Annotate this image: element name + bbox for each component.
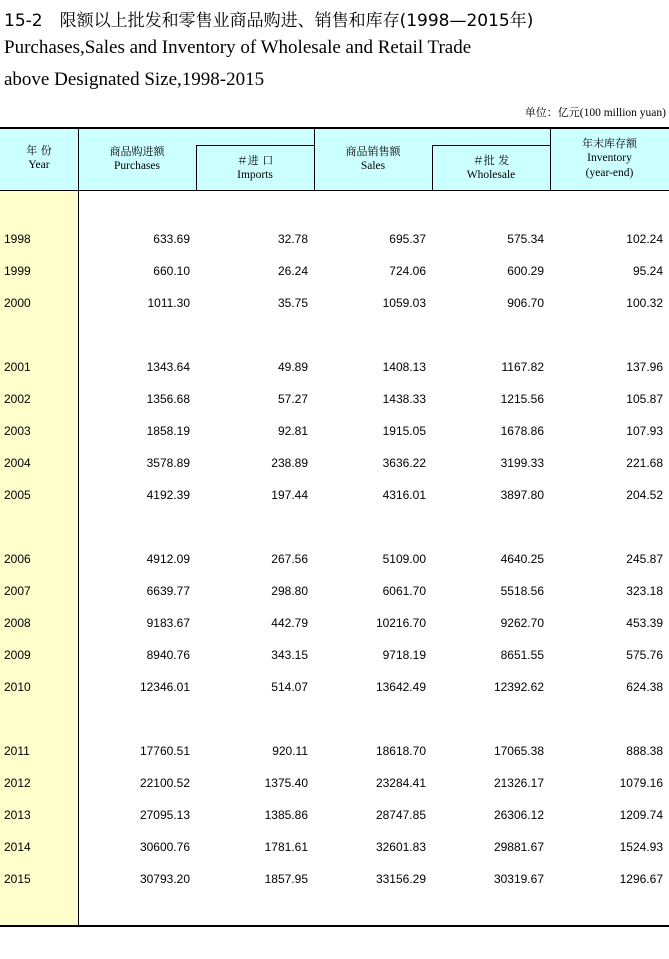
cell-wholesale: 600.29: [507, 264, 544, 278]
table-row: [0, 293, 669, 313]
cell-purchases: 30793.20: [139, 872, 190, 886]
cell-wholesale: 12392.62: [493, 680, 544, 694]
cell-inventory: 1524.93: [619, 840, 663, 854]
cell-year: 2014: [4, 840, 31, 854]
header-imports-en: Imports: [237, 169, 273, 181]
cell-imports: 57.27: [277, 392, 308, 406]
header-imports-cn: ＃进 口: [236, 154, 274, 167]
cell-sales: 3636.22: [382, 456, 426, 470]
cell-purchases: 4192.39: [146, 488, 190, 502]
cell-imports: 267.56: [271, 552, 308, 566]
cell-inventory: 204.52: [626, 488, 663, 502]
header-subline: [196, 145, 314, 146]
table-row: [0, 645, 669, 665]
header-purchases: [78, 144, 196, 174]
cell-inventory: 575.76: [626, 648, 663, 662]
cell-sales: 4316.01: [382, 488, 426, 502]
cell-year: 2011: [4, 744, 30, 758]
cell-imports: 49.89: [277, 360, 308, 374]
table-row: [0, 677, 669, 697]
header-inventory-en2: (year-end): [585, 167, 634, 179]
cell-year: 2008: [4, 616, 31, 630]
cell-year: 2015: [4, 872, 31, 886]
header-bottom-rule: [0, 190, 669, 191]
header-wholesale: [432, 153, 550, 183]
cell-wholesale: 8651.55: [500, 648, 544, 662]
cell-imports: 1781.61: [264, 840, 308, 854]
table-row: [0, 613, 669, 633]
page-title-en-line1: Purchases,Sales and Inventory of Wholesale and Retail Trade: [4, 37, 472, 58]
table-row: [0, 741, 669, 761]
cell-purchases: 1011.30: [147, 296, 190, 310]
cell-purchases: 22100.52: [139, 776, 190, 790]
cell-imports: 1857.95: [264, 872, 308, 886]
cell-sales: 9718.19: [382, 648, 426, 662]
cell-imports: 514.07: [271, 680, 308, 694]
unit-en: (100 million yuan): [579, 107, 666, 119]
cell-year: 2004: [4, 456, 31, 470]
header-inventory-en1: Inventory: [587, 152, 632, 164]
cell-inventory: 102.24: [626, 232, 663, 246]
cell-sales: 13642.49: [375, 680, 426, 694]
cell-purchases: 1343.64: [146, 360, 190, 374]
cell-sales: 33156.29: [375, 872, 426, 886]
cell-wholesale: 17065.38: [493, 744, 544, 758]
cell-wholesale: 4640.25: [500, 552, 544, 566]
cell-sales: 695.37: [389, 232, 426, 246]
cell-inventory: 1079.16: [619, 776, 663, 790]
cell-year: 2009: [4, 648, 31, 662]
cell-wholesale: 906.70: [507, 296, 544, 310]
cell-sales: 1059.03: [382, 296, 426, 310]
cell-sales: 1915.05: [382, 424, 426, 438]
table-row: [0, 421, 669, 441]
cell-inventory: 1296.67: [619, 872, 663, 886]
cell-purchases: 27095.13: [139, 808, 190, 822]
header-inventory-cn: 年末库存额: [582, 137, 637, 150]
cell-purchases: 6639.77: [146, 584, 190, 598]
cell-purchases: 633.69: [153, 232, 190, 246]
cell-inventory: 1209.74: [619, 808, 663, 822]
cell-year: 2007: [4, 584, 31, 598]
unit-cn: 单位：亿元: [524, 106, 580, 119]
header-purchases-cn: 商品购进额: [109, 145, 165, 158]
cell-sales: 23284.41: [375, 776, 426, 790]
table-row: [0, 869, 669, 889]
cell-year: 2000: [4, 296, 31, 310]
header-subline: [432, 145, 550, 146]
cell-wholesale: 5518.56: [500, 584, 544, 598]
cell-wholesale: 1215.56: [500, 392, 544, 406]
cell-year: 1998: [4, 232, 31, 246]
cell-inventory: 137.96: [626, 360, 663, 374]
cell-year: 2005: [4, 488, 31, 502]
cell-purchases: 4912.09: [146, 552, 190, 566]
cell-wholesale: 3199.33: [500, 456, 544, 470]
cell-wholesale: 21326.17: [493, 776, 544, 790]
cell-sales: 28747.85: [375, 808, 426, 822]
cell-imports: 442.79: [271, 616, 308, 630]
cell-sales: 18618.70: [375, 744, 426, 758]
cell-imports: 197.44: [271, 488, 308, 502]
cell-sales: 6061.70: [382, 584, 426, 598]
page-title-en-line2: above Designated Size,1998-2015: [4, 69, 265, 90]
table-row: [0, 229, 669, 249]
cell-imports: 343.15: [271, 648, 308, 662]
table-row: [0, 453, 669, 473]
cell-wholesale: 1167.82: [501, 360, 544, 374]
cell-inventory: 624.38: [626, 680, 663, 694]
table-row: [0, 485, 669, 505]
cell-imports: 35.75: [277, 296, 308, 310]
cell-year: 2013: [4, 808, 31, 822]
cell-purchases: 12346.01: [139, 680, 190, 694]
cell-year: 2012: [4, 776, 31, 790]
table-row: [0, 261, 669, 281]
cell-sales: 1408.13: [382, 360, 426, 374]
table-row: [0, 389, 669, 409]
cell-wholesale: 3897.80: [500, 488, 544, 502]
table-row: [0, 805, 669, 825]
cell-inventory: 95.24: [632, 264, 663, 278]
header-wholesale-cn: ＃批 发: [472, 154, 510, 167]
header-wholesale-en: Wholesale: [466, 169, 516, 181]
page-title-cn: 15-2 限额以上批发和零售业商品购进、销售和库存(1998—2015年): [4, 11, 534, 31]
table-row: [0, 581, 669, 601]
cell-imports: 298.80: [271, 584, 308, 598]
cell-wholesale: 29881.67: [493, 840, 544, 854]
header-sales-cn: 商品销售额: [345, 145, 401, 158]
cell-wholesale: 26306.12: [493, 808, 544, 822]
table-bottom-rule: [0, 925, 669, 927]
cell-sales: 724.06: [389, 264, 426, 278]
cell-year: 2002: [4, 392, 31, 406]
table-row: [0, 773, 669, 793]
cell-wholesale: 9262.70: [500, 616, 544, 630]
cell-imports: 1375.40: [264, 776, 308, 790]
cell-year: 2010: [4, 680, 31, 694]
cell-year: 2001: [4, 360, 31, 374]
cell-imports: 26.24: [277, 264, 308, 278]
cell-imports: 32.78: [277, 232, 308, 246]
header-year: [0, 143, 78, 173]
cell-inventory: 453.39: [626, 616, 663, 630]
cell-wholesale: 1678.86: [500, 424, 544, 438]
cell-inventory: 100.32: [626, 296, 663, 310]
cell-sales: 1438.33: [382, 392, 426, 406]
cell-inventory: 105.87: [626, 392, 663, 406]
table-row: [0, 357, 669, 377]
cell-purchases: 660.10: [153, 264, 190, 278]
cell-purchases: 9183.67: [146, 616, 190, 630]
cell-wholesale: 575.34: [507, 232, 544, 246]
cell-sales: 5109.00: [382, 552, 426, 566]
header-sales: [314, 144, 432, 174]
cell-purchases: 8940.76: [146, 648, 190, 662]
cell-purchases: 1356.68: [146, 392, 190, 406]
cell-inventory: 888.38: [626, 744, 663, 758]
cell-purchases: 30600.76: [139, 840, 190, 854]
cell-sales: 32601.83: [375, 840, 426, 854]
header-inventory: [550, 136, 669, 181]
cell-year: 2003: [4, 424, 31, 438]
unit-label: [525, 104, 666, 120]
cell-wholesale: 30319.67: [493, 872, 544, 886]
table-row: [0, 549, 669, 569]
header-year-en: Year: [28, 159, 50, 171]
cell-purchases: 17760.51: [139, 744, 190, 758]
header-sales-en: Sales: [360, 160, 386, 172]
cell-purchases: 1858.19: [146, 424, 190, 438]
cell-imports: 920.11: [272, 744, 308, 758]
table-row: [0, 837, 669, 857]
header-year-cn: 年 份: [26, 144, 52, 157]
cell-imports: 238.89: [271, 456, 308, 470]
cell-inventory: 221.68: [626, 456, 663, 470]
cell-year: 2006: [4, 552, 31, 566]
cell-inventory: 107.93: [626, 424, 663, 438]
cell-inventory: 323.18: [626, 584, 663, 598]
cell-sales: 10216.70: [375, 616, 426, 630]
cell-year: 1999: [4, 264, 31, 278]
header-purchases-en: Purchases: [114, 160, 160, 172]
cell-purchases: 3578.89: [146, 456, 190, 470]
cell-imports: 1385.86: [264, 808, 308, 822]
cell-imports: 92.81: [277, 424, 308, 438]
header-imports: [196, 153, 314, 183]
cell-inventory: 245.87: [626, 552, 663, 566]
